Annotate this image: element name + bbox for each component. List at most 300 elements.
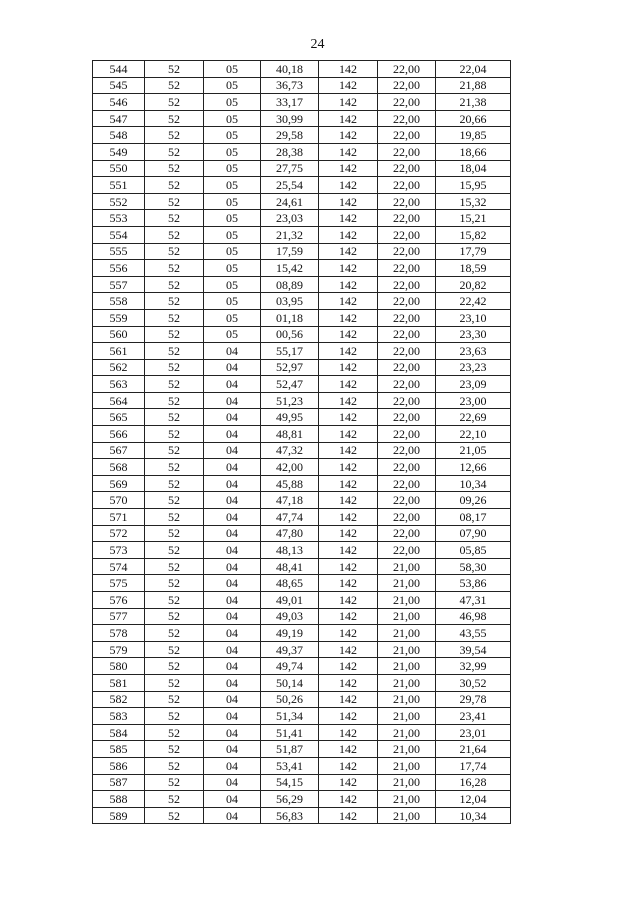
table-row — [93, 509, 511, 526]
table-row — [93, 110, 511, 127]
table-cell: 142 — [319, 492, 378, 509]
table-cell: 43,55 — [436, 625, 511, 642]
table-cell: 04 — [204, 492, 261, 509]
table-cell: 04 — [204, 525, 261, 542]
table-cell: 142 — [319, 608, 378, 625]
table-cell: 05,85 — [436, 542, 511, 559]
table-cell: 21,00 — [378, 592, 436, 609]
table-cell: 55,17 — [261, 343, 319, 360]
table-cell: 20,82 — [436, 276, 511, 293]
table-cell: 54,15 — [261, 774, 319, 791]
table-cell: 52 — [145, 625, 204, 642]
table-cell: 588 — [93, 791, 145, 808]
table-cell: 142 — [319, 575, 378, 592]
table-cell: 05 — [204, 94, 261, 111]
table-cell: 583 — [93, 708, 145, 725]
table-cell: 05 — [204, 110, 261, 127]
table-cell: 52 — [145, 691, 204, 708]
table-cell: 48,65 — [261, 575, 319, 592]
table-cell: 52 — [145, 641, 204, 658]
table-cell: 52 — [145, 492, 204, 509]
table-cell: 17,79 — [436, 243, 511, 260]
table-cell: 18,66 — [436, 143, 511, 160]
table-cell: 142 — [319, 77, 378, 94]
table-cell: 22,00 — [378, 475, 436, 492]
table-cell: 05 — [204, 326, 261, 343]
table-cell: 22,00 — [378, 160, 436, 177]
table-cell: 04 — [204, 442, 261, 459]
table-cell: 04 — [204, 392, 261, 409]
table-cell: 22,00 — [378, 309, 436, 326]
table-cell: 21,00 — [378, 741, 436, 758]
table-cell: 29,78 — [436, 691, 511, 708]
table-cell: 15,42 — [261, 260, 319, 277]
table-cell: 142 — [319, 426, 378, 443]
table-row — [93, 741, 511, 758]
table-cell: 52 — [145, 359, 204, 376]
table-cell: 142 — [319, 210, 378, 227]
table-cell: 52,47 — [261, 376, 319, 393]
table-cell: 21,38 — [436, 94, 511, 111]
table-row — [93, 608, 511, 625]
table-cell: 581 — [93, 674, 145, 691]
table-cell: 23,23 — [436, 359, 511, 376]
table-cell: 48,81 — [261, 426, 319, 443]
table-cell: 16,28 — [436, 774, 511, 791]
table-cell: 21,00 — [378, 575, 436, 592]
table-cell: 22,00 — [378, 409, 436, 426]
table-cell: 585 — [93, 741, 145, 758]
table-row — [93, 426, 511, 443]
table-cell: 27,75 — [261, 160, 319, 177]
table-cell: 03,95 — [261, 293, 319, 310]
table-cell: 29,58 — [261, 127, 319, 144]
table-cell: 577 — [93, 608, 145, 625]
table-cell: 52 — [145, 708, 204, 725]
table-cell: 04 — [204, 691, 261, 708]
table-cell: 04 — [204, 409, 261, 426]
table-cell: 142 — [319, 260, 378, 277]
table-cell: 22,42 — [436, 293, 511, 310]
table-cell: 142 — [319, 807, 378, 824]
table-cell: 05 — [204, 61, 261, 78]
table-row — [93, 658, 511, 675]
table-cell: 22,00 — [378, 260, 436, 277]
table-cell: 18,04 — [436, 160, 511, 177]
table-cell: 47,32 — [261, 442, 319, 459]
table-cell: 49,74 — [261, 658, 319, 675]
table-row — [93, 359, 511, 376]
table-row — [93, 724, 511, 741]
table-cell: 52 — [145, 226, 204, 243]
table-cell: 142 — [319, 392, 378, 409]
table-cell: 51,23 — [261, 392, 319, 409]
table-cell: 18,59 — [436, 260, 511, 277]
table-cell: 52 — [145, 592, 204, 609]
table-cell: 573 — [93, 542, 145, 559]
table-cell: 04 — [204, 592, 261, 609]
table-cell: 21,00 — [378, 625, 436, 642]
table-cell: 142 — [319, 724, 378, 741]
table-row — [93, 674, 511, 691]
table-cell: 142 — [319, 757, 378, 774]
table-cell: 52 — [145, 143, 204, 160]
table-cell: 22,69 — [436, 409, 511, 426]
table-cell: 570 — [93, 492, 145, 509]
table-cell: 22,00 — [378, 276, 436, 293]
table-cell: 17,74 — [436, 757, 511, 774]
table-cell: 142 — [319, 658, 378, 675]
table-cell: 22,00 — [378, 77, 436, 94]
table-cell: 52 — [145, 309, 204, 326]
table-cell: 550 — [93, 160, 145, 177]
table-cell: 12,66 — [436, 459, 511, 476]
table-cell: 561 — [93, 343, 145, 360]
table-row — [93, 293, 511, 310]
table-cell: 142 — [319, 143, 378, 160]
table-row — [93, 625, 511, 642]
table-cell: 142 — [319, 741, 378, 758]
table-cell: 22,00 — [378, 343, 436, 360]
table-cell: 15,21 — [436, 210, 511, 227]
table-cell: 21,00 — [378, 658, 436, 675]
table-cell: 15,32 — [436, 193, 511, 210]
table-cell: 52 — [145, 343, 204, 360]
table-cell: 05 — [204, 160, 261, 177]
table-cell: 558 — [93, 293, 145, 310]
table-cell: 05 — [204, 127, 261, 144]
table-cell: 04 — [204, 359, 261, 376]
table-cell: 52 — [145, 475, 204, 492]
table-cell: 142 — [319, 110, 378, 127]
table-cell: 548 — [93, 127, 145, 144]
table-cell: 547 — [93, 110, 145, 127]
table-row — [93, 459, 511, 476]
table-cell: 142 — [319, 127, 378, 144]
table-cell: 21,00 — [378, 674, 436, 691]
table-cell: 08,17 — [436, 509, 511, 526]
table-cell: 10,34 — [436, 475, 511, 492]
table-cell: 52 — [145, 442, 204, 459]
table-cell: 00,56 — [261, 326, 319, 343]
table-cell: 23,10 — [436, 309, 511, 326]
table-cell: 50,26 — [261, 691, 319, 708]
table-row — [93, 575, 511, 592]
table-row — [93, 525, 511, 542]
table-cell: 546 — [93, 94, 145, 111]
table-cell: 48,41 — [261, 558, 319, 575]
table-cell: 05 — [204, 260, 261, 277]
table-row — [93, 641, 511, 658]
table-cell: 52 — [145, 193, 204, 210]
table-cell: 52 — [145, 542, 204, 559]
table-cell: 05 — [204, 276, 261, 293]
table-row — [93, 442, 511, 459]
table-cell: 22,00 — [378, 226, 436, 243]
table-cell: 22,00 — [378, 459, 436, 476]
table-cell: 04 — [204, 757, 261, 774]
table-row — [93, 143, 511, 160]
table-cell: 23,03 — [261, 210, 319, 227]
table-cell: 142 — [319, 674, 378, 691]
table-cell: 04 — [204, 575, 261, 592]
table-cell: 21,00 — [378, 708, 436, 725]
table-cell: 572 — [93, 525, 145, 542]
table-cell: 52 — [145, 608, 204, 625]
table-cell: 574 — [93, 558, 145, 575]
table-cell: 21,00 — [378, 724, 436, 741]
table-cell: 21,00 — [378, 641, 436, 658]
table-row — [93, 558, 511, 575]
table-cell: 22,04 — [436, 61, 511, 78]
table-row — [93, 708, 511, 725]
table-cell: 52 — [145, 326, 204, 343]
table-cell: 04 — [204, 459, 261, 476]
table-cell: 52 — [145, 409, 204, 426]
table-row — [93, 94, 511, 111]
table-cell: 05 — [204, 293, 261, 310]
table-cell: 142 — [319, 326, 378, 343]
table-cell: 52 — [145, 658, 204, 675]
table-cell: 39,54 — [436, 641, 511, 658]
table-cell: 52 — [145, 376, 204, 393]
table-cell: 142 — [319, 774, 378, 791]
table-row — [93, 542, 511, 559]
table-row — [93, 807, 511, 824]
table-cell: 22,00 — [378, 525, 436, 542]
table-cell: 52 — [145, 724, 204, 741]
table-cell: 52 — [145, 575, 204, 592]
table-cell: 04 — [204, 426, 261, 443]
table-cell: 45,88 — [261, 475, 319, 492]
table-cell: 142 — [319, 243, 378, 260]
table-cell: 142 — [319, 791, 378, 808]
table-cell: 578 — [93, 625, 145, 642]
table-row — [93, 757, 511, 774]
table-cell: 15,95 — [436, 177, 511, 194]
table-cell: 557 — [93, 276, 145, 293]
table-cell: 22,00 — [378, 442, 436, 459]
table-cell: 553 — [93, 210, 145, 227]
table-cell: 04 — [204, 641, 261, 658]
table-row — [93, 475, 511, 492]
table-cell: 17,59 — [261, 243, 319, 260]
table-cell: 04 — [204, 475, 261, 492]
table-cell: 586 — [93, 757, 145, 774]
table-cell: 142 — [319, 343, 378, 360]
table-cell: 05 — [204, 177, 261, 194]
table-cell: 40,18 — [261, 61, 319, 78]
table-row — [93, 276, 511, 293]
table-cell: 04 — [204, 807, 261, 824]
table-cell: 22,00 — [378, 210, 436, 227]
table-row — [93, 691, 511, 708]
table-cell: 142 — [319, 475, 378, 492]
table-cell: 142 — [319, 509, 378, 526]
table-cell: 47,31 — [436, 592, 511, 609]
table-cell: 569 — [93, 475, 145, 492]
table-cell: 142 — [319, 625, 378, 642]
table-cell: 51,41 — [261, 724, 319, 741]
table-cell: 23,01 — [436, 724, 511, 741]
table-cell: 23,63 — [436, 343, 511, 360]
table-cell: 49,37 — [261, 641, 319, 658]
table-cell: 22,00 — [378, 542, 436, 559]
table-cell: 04 — [204, 376, 261, 393]
table-cell: 52 — [145, 127, 204, 144]
table-cell: 584 — [93, 724, 145, 741]
table-cell: 52 — [145, 77, 204, 94]
table-cell: 21,00 — [378, 608, 436, 625]
table-cell: 576 — [93, 592, 145, 609]
table-cell: 12,04 — [436, 791, 511, 808]
table-cell: 21,00 — [378, 774, 436, 791]
table-cell: 142 — [319, 94, 378, 111]
table-row — [93, 326, 511, 343]
table-cell: 142 — [319, 193, 378, 210]
table-cell: 22,00 — [378, 61, 436, 78]
table-cell: 555 — [93, 243, 145, 260]
table-cell: 22,00 — [378, 177, 436, 194]
table-cell: 580 — [93, 658, 145, 675]
table-cell: 52 — [145, 210, 204, 227]
table-cell: 22,00 — [378, 392, 436, 409]
table-cell: 142 — [319, 442, 378, 459]
table-cell: 52 — [145, 509, 204, 526]
table-row — [93, 77, 511, 94]
table-row — [93, 309, 511, 326]
table-cell: 04 — [204, 558, 261, 575]
table-cell: 04 — [204, 791, 261, 808]
table-cell: 04 — [204, 708, 261, 725]
table-cell: 562 — [93, 359, 145, 376]
table-cell: 142 — [319, 542, 378, 559]
table-cell: 22,00 — [378, 94, 436, 111]
table-cell: 21,05 — [436, 442, 511, 459]
table-row — [93, 226, 511, 243]
table-cell: 08,89 — [261, 276, 319, 293]
table-cell: 142 — [319, 592, 378, 609]
table-cell: 21,88 — [436, 77, 511, 94]
table-cell: 07,90 — [436, 525, 511, 542]
table-cell: 142 — [319, 376, 378, 393]
table-cell: 142 — [319, 61, 378, 78]
table-cell: 04 — [204, 774, 261, 791]
page-number: 24 — [310, 37, 325, 52]
table-cell: 142 — [319, 558, 378, 575]
table-cell: 21,00 — [378, 757, 436, 774]
table-cell: 36,73 — [261, 77, 319, 94]
table-cell: 142 — [319, 525, 378, 542]
table-cell: 21,64 — [436, 741, 511, 758]
table-cell: 554 — [93, 226, 145, 243]
table-cell: 142 — [319, 160, 378, 177]
table-cell: 24,61 — [261, 193, 319, 210]
table-cell: 142 — [319, 276, 378, 293]
table-cell: 22,00 — [378, 359, 436, 376]
table-cell: 04 — [204, 674, 261, 691]
table-cell: 20,66 — [436, 110, 511, 127]
table-cell: 559 — [93, 309, 145, 326]
table-cell: 579 — [93, 641, 145, 658]
table-cell: 22,00 — [378, 376, 436, 393]
table-cell: 04 — [204, 724, 261, 741]
table-cell: 22,00 — [378, 426, 436, 443]
table-cell: 04 — [204, 509, 261, 526]
table-cell: 49,03 — [261, 608, 319, 625]
table-cell: 52 — [145, 774, 204, 791]
table-cell: 51,34 — [261, 708, 319, 725]
table-cell: 04 — [204, 658, 261, 675]
table-row — [93, 343, 511, 360]
table-cell: 50,14 — [261, 674, 319, 691]
table-cell: 47,18 — [261, 492, 319, 509]
table-cell: 552 — [93, 193, 145, 210]
table-cell: 52 — [145, 276, 204, 293]
table-cell: 22,00 — [378, 243, 436, 260]
table-row — [93, 392, 511, 409]
table-cell: 05 — [204, 309, 261, 326]
table-cell: 04 — [204, 542, 261, 559]
table-cell: 46,98 — [436, 608, 511, 625]
table-cell: 56,83 — [261, 807, 319, 824]
coordinates-table-body — [93, 61, 511, 824]
table-cell: 05 — [204, 210, 261, 227]
table-row — [93, 193, 511, 210]
table-cell: 30,52 — [436, 674, 511, 691]
table-cell: 21,00 — [378, 691, 436, 708]
table-cell: 15,82 — [436, 226, 511, 243]
table-cell: 01,18 — [261, 309, 319, 326]
table-cell: 142 — [319, 309, 378, 326]
table-cell: 04 — [204, 343, 261, 360]
table-cell: 52 — [145, 94, 204, 111]
table-row — [93, 409, 511, 426]
table-row — [93, 592, 511, 609]
table-cell: 22,00 — [378, 193, 436, 210]
table-cell: 49,95 — [261, 409, 319, 426]
table-cell: 52 — [145, 558, 204, 575]
table-cell: 19,85 — [436, 127, 511, 144]
table-cell: 52 — [145, 741, 204, 758]
table-row — [93, 127, 511, 144]
table-cell: 10,34 — [436, 807, 511, 824]
table-cell: 21,00 — [378, 807, 436, 824]
table-cell: 52 — [145, 525, 204, 542]
table-cell: 56,29 — [261, 791, 319, 808]
table-cell: 567 — [93, 442, 145, 459]
table-cell: 544 — [93, 61, 145, 78]
table-cell: 22,00 — [378, 293, 436, 310]
table-cell: 21,00 — [378, 558, 436, 575]
table-cell: 22,10 — [436, 426, 511, 443]
table-cell: 32,99 — [436, 658, 511, 675]
table-cell: 52 — [145, 293, 204, 310]
table-cell: 563 — [93, 376, 145, 393]
table-cell: 23,30 — [436, 326, 511, 343]
table-row — [93, 160, 511, 177]
table-cell: 22,00 — [378, 127, 436, 144]
table-row — [93, 243, 511, 260]
table-row — [93, 210, 511, 227]
table-cell: 556 — [93, 260, 145, 277]
table-cell: 52 — [145, 243, 204, 260]
table-cell: 23,09 — [436, 376, 511, 393]
table-cell: 551 — [93, 177, 145, 194]
coordinates-table — [92, 60, 511, 824]
table-cell: 05 — [204, 226, 261, 243]
table-row — [93, 791, 511, 808]
